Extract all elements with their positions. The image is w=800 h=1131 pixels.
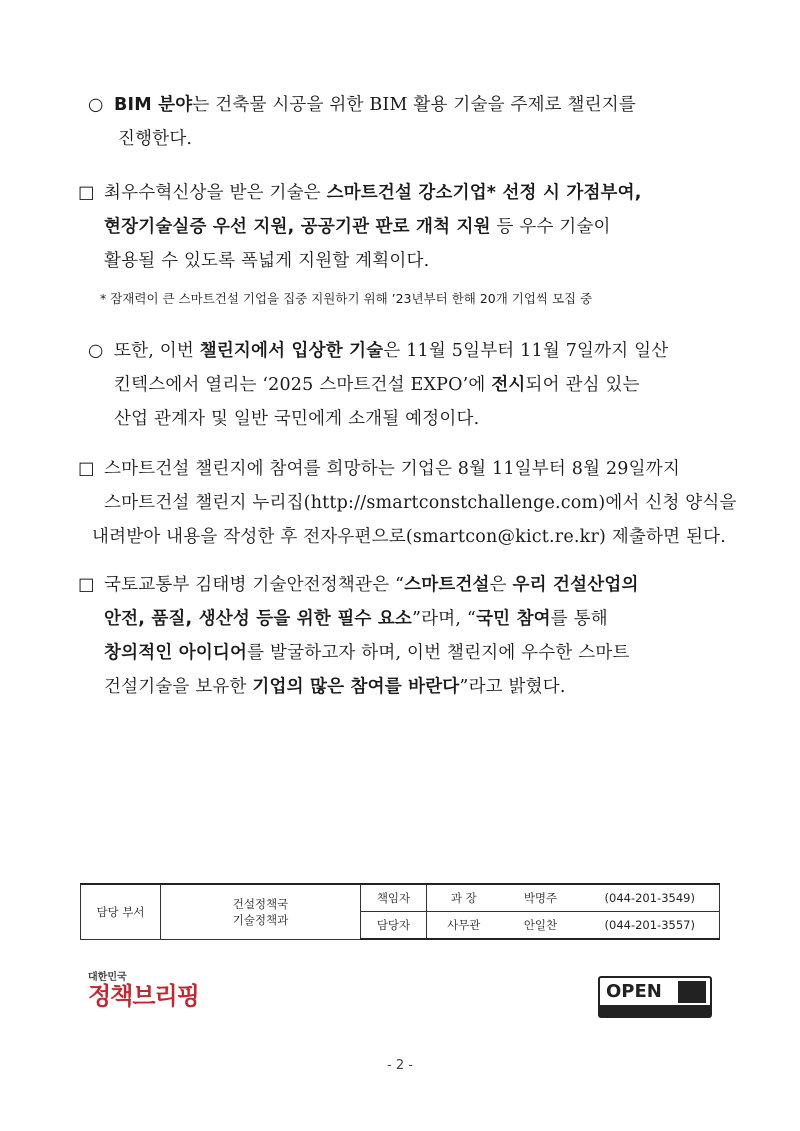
kogl-open-badge bbox=[598, 976, 712, 1018]
bold-text: 스마트건설 강소기업* 선정 시 가점부여, bbox=[326, 183, 642, 203]
logo-small-text: 대한민국 bbox=[88, 972, 127, 983]
bold-text: BIM 분야 bbox=[114, 95, 193, 115]
line bbox=[78, 452, 737, 486]
paragraph-application bbox=[78, 452, 737, 554]
text: 를 발굴하고자 하며, 이번 챌린지에 우수한 스마트 bbox=[247, 643, 630, 663]
open-text: OPEN bbox=[606, 981, 662, 1002]
text-runs bbox=[104, 643, 630, 663]
text: 최우수혁신상을 받은 기술은 bbox=[104, 183, 327, 203]
bold-text: 우리 건설산업의 bbox=[512, 575, 639, 595]
dept-line: 건설정책국 bbox=[232, 896, 289, 911]
attribution-icon bbox=[678, 981, 706, 1003]
name-cell: 박명주 bbox=[501, 884, 581, 912]
name-cell: 안일찬 bbox=[501, 912, 581, 940]
paragraph-quote bbox=[78, 568, 639, 704]
bullet-square: □ bbox=[78, 459, 95, 479]
role-cell: 담당자 bbox=[361, 912, 427, 940]
line bbox=[78, 520, 737, 554]
text-runs bbox=[104, 217, 611, 237]
text-runs bbox=[114, 375, 640, 395]
title-cell: 사무관 bbox=[427, 912, 501, 940]
line bbox=[88, 368, 668, 402]
bold-text: 국민 참여 bbox=[476, 609, 551, 629]
contact-table bbox=[80, 883, 720, 940]
text-runs bbox=[104, 677, 566, 697]
bullet-circle: ○ bbox=[88, 341, 104, 361]
logo-big-text: 정책브리핑 bbox=[88, 982, 199, 1010]
text: 활용될 수 있도록 폭넓게 지원할 계획이다. bbox=[104, 251, 430, 271]
dept-label: 담당 부서 bbox=[81, 884, 161, 939]
phone-cell: (044-201-3549) bbox=[581, 884, 720, 912]
line bbox=[78, 176, 642, 210]
bullet-circle: ○ bbox=[88, 95, 104, 115]
bold-text: 현장기술실증 우선 지원, 공공기관 판로 개척 지원 bbox=[104, 217, 491, 237]
bold-text: 스마트건설 bbox=[404, 575, 490, 595]
text: ”라며, “ bbox=[412, 609, 477, 629]
line bbox=[78, 636, 639, 670]
paragraph-expo bbox=[88, 334, 668, 436]
line bbox=[88, 334, 668, 368]
text-runs bbox=[114, 409, 479, 429]
text-runs bbox=[104, 575, 639, 595]
paragraph-award-support bbox=[78, 176, 642, 278]
text-runs bbox=[118, 129, 192, 149]
footnote: * 잠재력이 큰 스마트건설 기업을 집중 지원하기 위해 ’23년부터 한해 20개 기업씩 모집 중 bbox=[100, 291, 593, 306]
text-runs bbox=[114, 341, 668, 361]
text: 되어 관심 있는 bbox=[525, 375, 640, 395]
line bbox=[88, 88, 636, 122]
line bbox=[78, 602, 639, 636]
text-runs bbox=[104, 493, 737, 513]
text: 국토교통부 김태병 기술안전정책관은 “ bbox=[104, 575, 405, 595]
bold-text: 챌린지에서 입상한 기술 bbox=[199, 341, 384, 361]
text: 은 bbox=[489, 575, 513, 595]
text: 진행한다. bbox=[118, 129, 193, 149]
text: 스마트건설 챌린지에 참여를 희망하는 기업은 8월 11일부터 8월 29일까지 bbox=[104, 459, 680, 479]
paragraph-bim bbox=[88, 88, 636, 156]
bold-text: 전시 bbox=[491, 375, 526, 395]
text: 또한, 이번 bbox=[114, 341, 200, 361]
phone-cell: (044-201-3557) bbox=[581, 912, 720, 940]
line bbox=[78, 244, 642, 278]
title-cell: 과 장 bbox=[427, 884, 501, 912]
text-runs bbox=[92, 527, 726, 547]
dept-line: 기술정책과 bbox=[232, 912, 289, 927]
page-number: - 2 - bbox=[387, 1058, 413, 1073]
bold-text: 창의적인 아이디어 bbox=[104, 643, 248, 663]
line bbox=[88, 402, 668, 436]
bullet-square: □ bbox=[78, 575, 95, 595]
text-runs bbox=[114, 95, 636, 115]
text: 킨텍스에서 열리는 ‘2025 스마트건설 EXPO’에 bbox=[114, 375, 492, 395]
role-cell: 책임자 bbox=[361, 884, 427, 912]
dept-name bbox=[161, 884, 361, 939]
text-runs bbox=[104, 459, 680, 479]
line bbox=[78, 568, 639, 602]
text: 산업 관계자 및 일반 국민에게 소개될 예정이다. bbox=[114, 409, 480, 429]
text: 스마트건설 챌린지 누리집(http://smartconstchallenge.com)에서 신청 양식을 bbox=[104, 493, 737, 513]
bold-text: 기업의 많은 참여를 바란다 bbox=[252, 677, 460, 697]
policy-briefing-logo bbox=[88, 968, 199, 1009]
line bbox=[78, 210, 642, 244]
line bbox=[88, 122, 636, 156]
license-strip bbox=[600, 1005, 710, 1016]
text-runs bbox=[104, 183, 642, 203]
text: ”라고 밝혔다. bbox=[459, 677, 566, 697]
text: 는 건축물 시공을 위한 BIM 활용 기술을 주제로 챌린지를 bbox=[192, 95, 636, 115]
bold-text: 안전, 품질, 생산성 등을 위한 필수 요소 bbox=[104, 609, 413, 629]
text: 은 11월 5일부터 11월 7일까지 일산 bbox=[383, 341, 669, 361]
line bbox=[78, 486, 737, 520]
text: 를 통해 bbox=[550, 609, 608, 629]
text-runs bbox=[104, 609, 608, 629]
text: 내려받아 내용을 작성한 후 전자우편으로(smartcon@kict.re.kr) 제출하면 된다. bbox=[92, 527, 726, 547]
bullet-square: □ bbox=[78, 183, 95, 203]
text-runs bbox=[104, 251, 429, 271]
text: 등 우수 기술이 bbox=[490, 217, 611, 237]
line bbox=[78, 670, 639, 704]
text: 건설기술을 보유한 bbox=[104, 677, 253, 697]
